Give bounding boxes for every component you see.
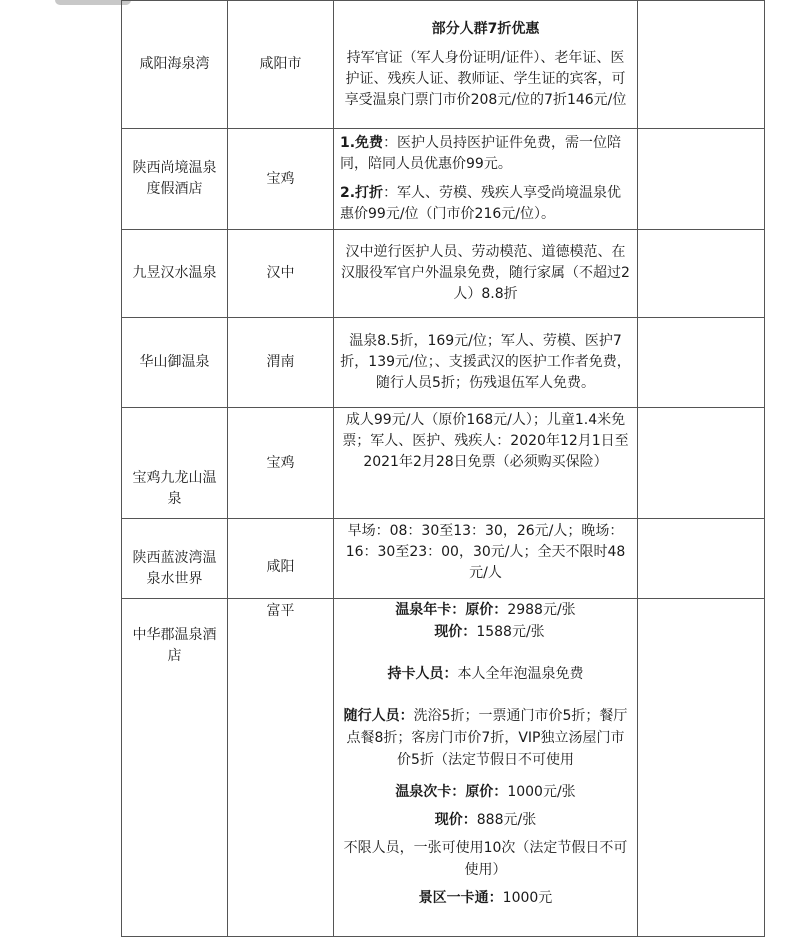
current-price-label: 现价： <box>434 812 477 828</box>
hot-spring-discount-table <box>121 0 765 937</box>
venue-city: 咸阳市 <box>228 1 334 129</box>
scenic-label: 景区一卡通： <box>418 890 503 906</box>
holder-text: 本人全年泡温泉免费 <box>457 666 584 682</box>
extra-cell <box>638 599 765 937</box>
table-row <box>122 408 765 519</box>
extra-cell <box>638 129 765 230</box>
annual-original-price: 2988元/张 <box>507 602 576 618</box>
count-original-price: 1000元/张 <box>507 784 576 800</box>
item-text: ：军人、劳模、残疾人享受尚境温泉优惠价99元/位（门市价216元/位）。 <box>340 185 622 222</box>
venue-city: 渭南 <box>228 318 334 408</box>
venue-name: 陕西尚境温泉度假酒店 <box>122 129 228 230</box>
discount-item <box>340 133 631 175</box>
discount-detail: 汉中逆行医护人员、劳动模范、道德模范、在汉服役军官户外温泉免费，随行家属（不超过2人）8.8折 <box>334 230 638 318</box>
venue-city: 宝鸡 <box>228 408 334 519</box>
venue-city: 宝鸡 <box>228 129 334 230</box>
discount-detail: 温泉8.5折，169元/位；军人、劳模、医护7折，139元/位；、支援武汉的医护工作者免费，随行人员5折；伤残退伍军人免费。 <box>334 318 638 408</box>
item-label: 1.免费 <box>340 135 384 151</box>
table-row <box>122 1 765 129</box>
extra-cell <box>638 408 765 519</box>
discount-detail: 成人99元/人（原价168元/人）；儿童1.4米免票；军人、医护、残疾人：2020年12月1日至2021年2月28日免票（必须购买保险） <box>334 408 638 519</box>
count-text: 不限人员，一张可使用10次（法定节假日不可使用） <box>343 840 628 878</box>
original-price-label: 原价： <box>465 602 508 618</box>
venue-name: 咸阳海泉湾 <box>122 1 228 129</box>
discount-text: 持军官证（军人身份证明/证件）、老年证、医护证、残疾人证、教师证、学生证的宾客，可享受温泉门票门市价208元/位的7折146元/位 <box>344 49 627 108</box>
original-price-label: 原价： <box>465 784 508 800</box>
venue-city: 咸阳 <box>228 519 334 599</box>
count-current-line <box>340 809 631 831</box>
table-row <box>122 519 765 599</box>
companion-line <box>340 705 631 771</box>
table-row <box>122 230 765 318</box>
venue-name: 九昱汉水温泉 <box>122 230 228 318</box>
annual-current-line <box>340 621 631 643</box>
item-text: ：医护人员持医护证件免费，需一位陪同，陪同人员优惠价99元。 <box>340 135 622 172</box>
discount-detail <box>334 1 638 129</box>
item-label: 2.打折 <box>340 185 384 201</box>
count-card-line <box>340 781 631 803</box>
spacer <box>340 685 631 705</box>
companion-text: 洗浴5折；一票通门市价5折；餐厅点餐8折；客房门市价7折，VIP独立汤屋门市价5折（法定节假日不可使用 <box>346 708 628 768</box>
table-row <box>122 129 765 230</box>
venue-name: 宝鸡九龙山温泉 <box>122 408 228 519</box>
discount-detail: 早场：08：30至13：30，26元/人；晚场：16：30至23：00，30元/人；全天不限时48元/人 <box>334 519 638 599</box>
scenic-line <box>340 887 631 909</box>
companion-label: 随行人员： <box>343 708 414 724</box>
annual-current-price: 1588元/张 <box>476 624 545 640</box>
spacer <box>340 771 631 781</box>
venue-city: 汉中 <box>228 230 334 318</box>
venue-name: 华山御温泉 <box>122 318 228 408</box>
holder-label: 持卡人员： <box>387 666 458 682</box>
discount-item <box>340 183 631 225</box>
annual-card-label: 温泉年卡： <box>395 602 466 618</box>
extra-cell <box>638 1 765 129</box>
extra-cell <box>638 318 765 408</box>
discount-heading: 部分人群7折优惠 <box>431 20 540 37</box>
spacer <box>340 643 631 663</box>
venue-city: 富平 <box>228 599 334 937</box>
venue-name: 陕西蓝波湾温泉水世界 <box>122 519 228 599</box>
scenic-value: 1000元 <box>502 890 553 906</box>
count-card-label: 温泉次卡： <box>395 784 466 800</box>
table-row <box>122 599 765 937</box>
venue-name: 中华郡温泉酒店 <box>122 599 228 937</box>
holder-line <box>340 663 631 685</box>
discount-detail <box>334 129 638 230</box>
table-row <box>122 318 765 408</box>
discount-detail <box>334 599 638 937</box>
extra-cell <box>638 519 765 599</box>
extra-cell <box>638 230 765 318</box>
current-price-label: 现价： <box>434 624 477 640</box>
annual-card-line <box>340 599 631 621</box>
count-current-price: 888元/张 <box>476 812 537 828</box>
status-bar-handle <box>55 0 131 5</box>
